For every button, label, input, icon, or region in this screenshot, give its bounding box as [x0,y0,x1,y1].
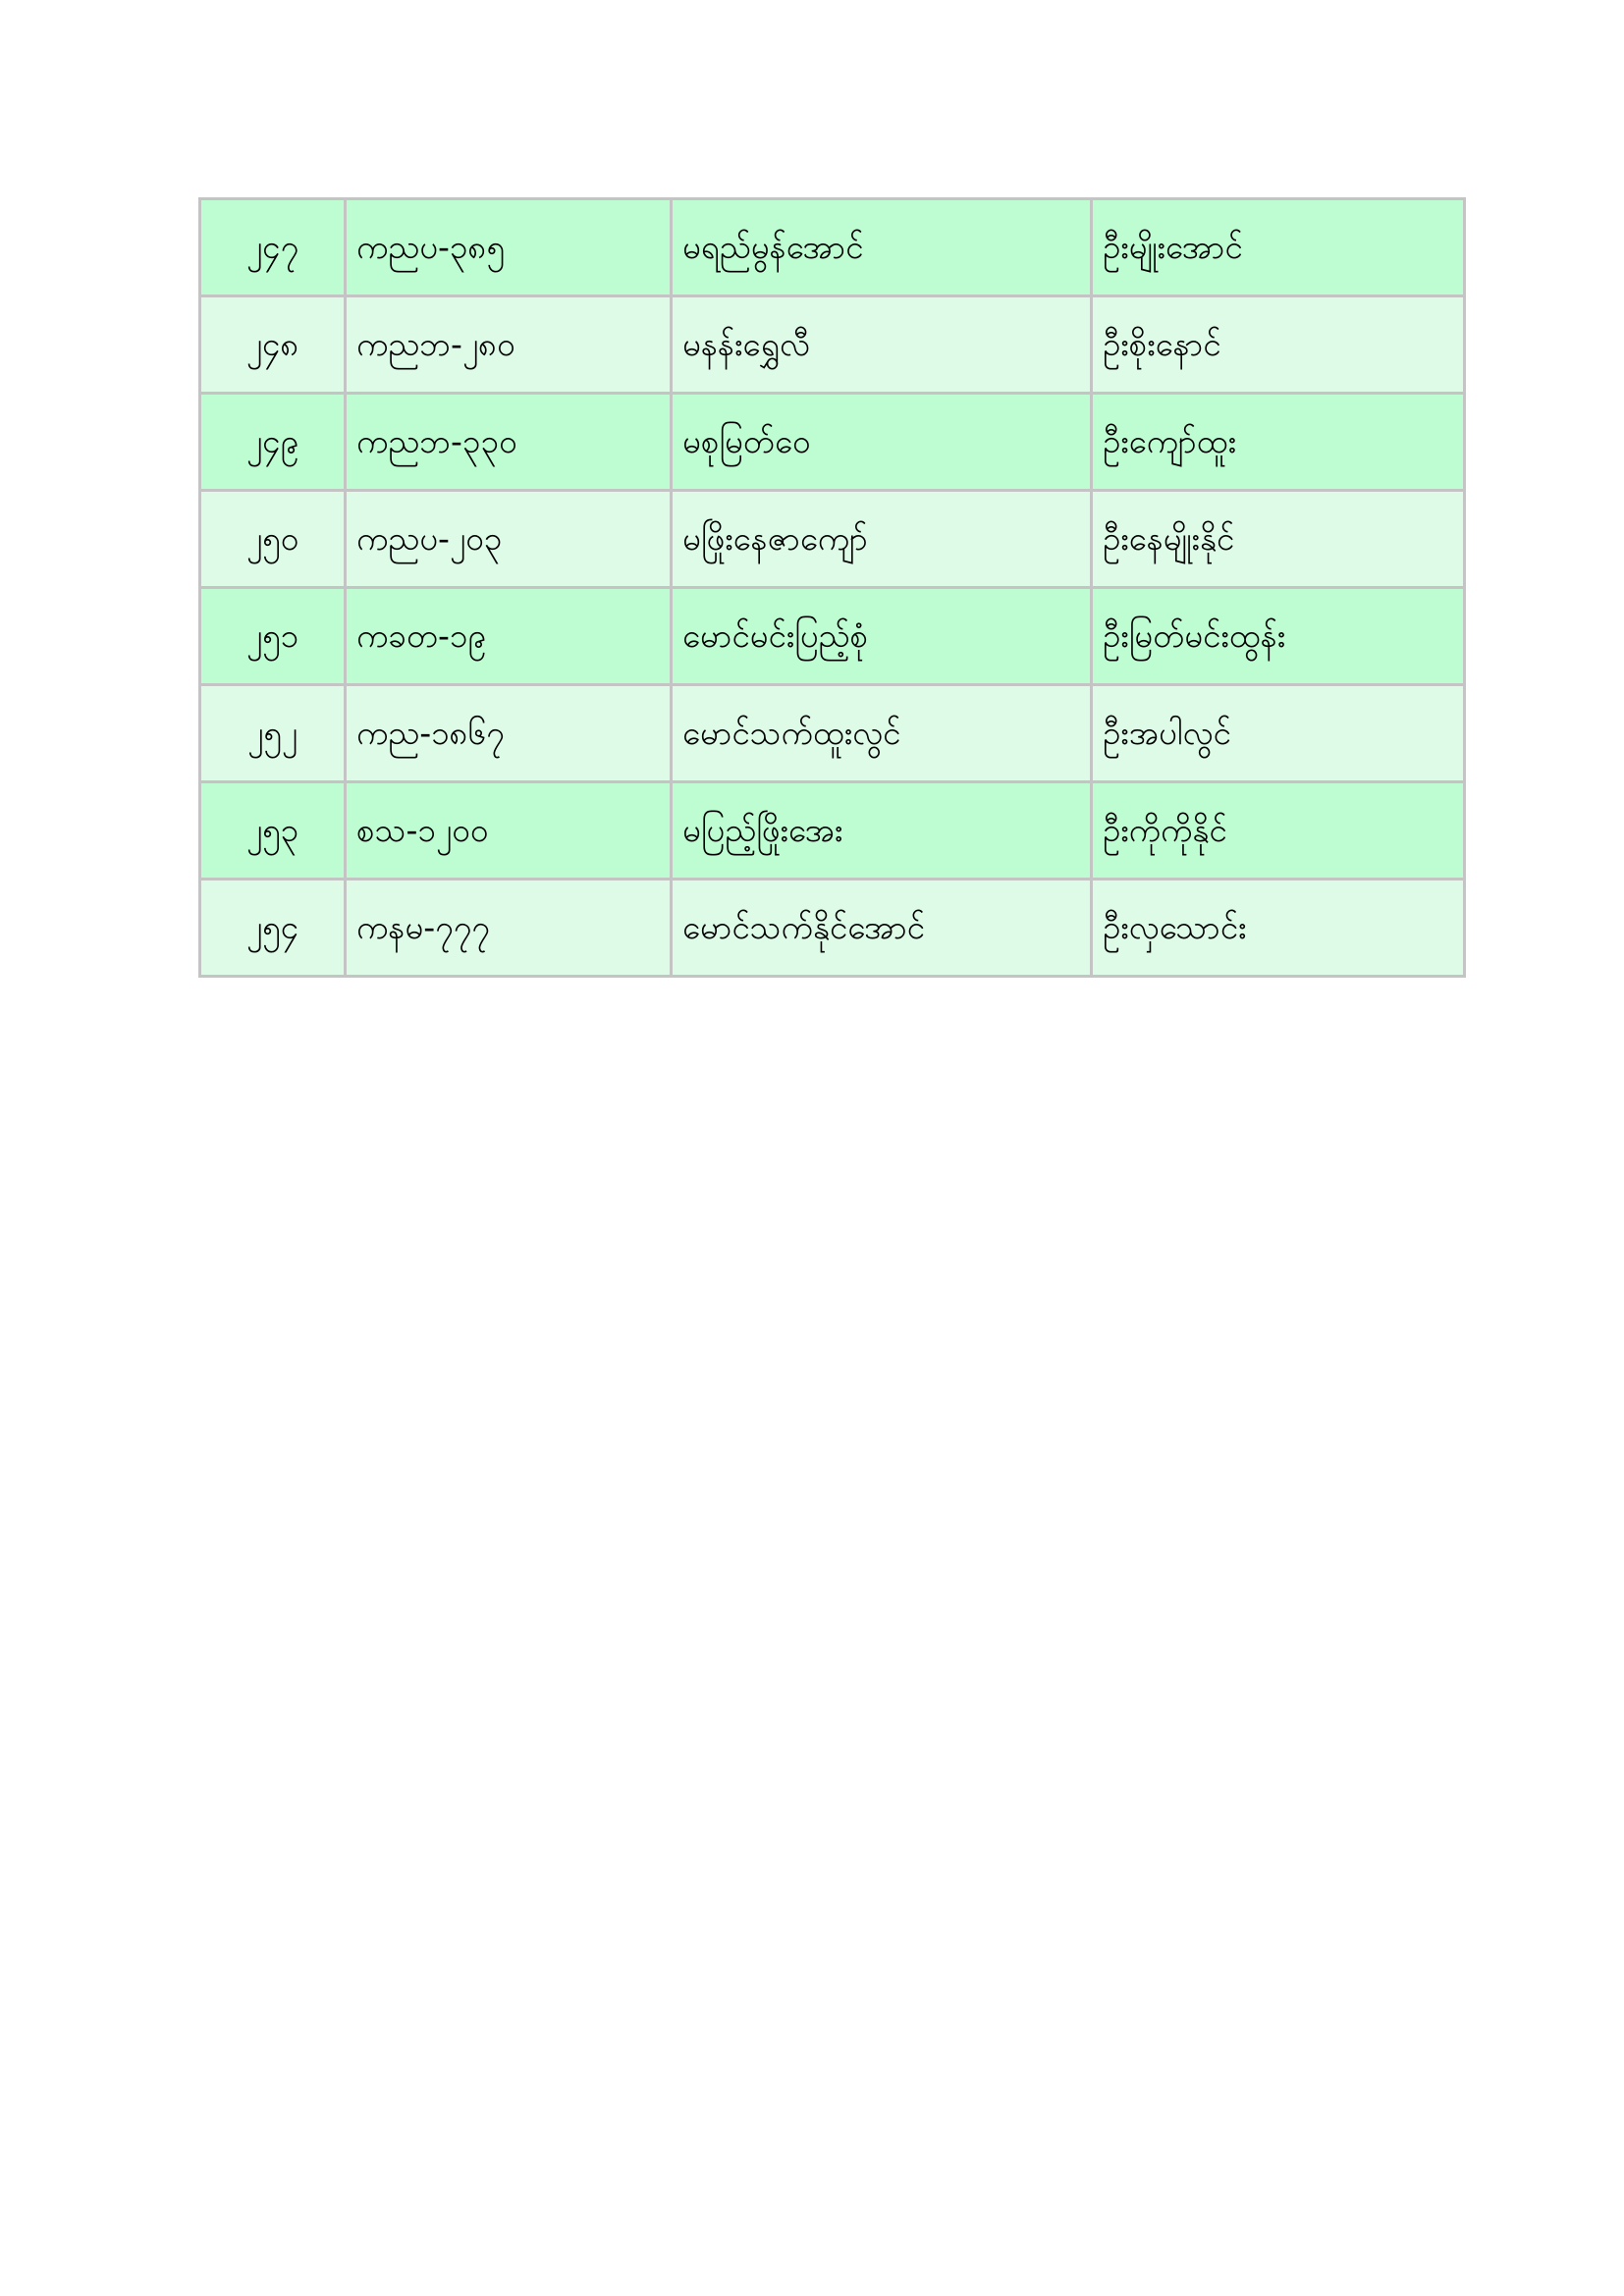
table-row [200,588,1465,685]
cell-name: မပြည့်ဖြိုးအေး [672,782,1092,880]
cell-father-name: ဦးလှသောင်း [1092,880,1465,977]
cell-name: မရည်မွန်အောင် [672,199,1092,296]
cell-code: ကညဘ-၃၃၀ [346,394,672,491]
cell-name: မစုမြတ်ဝေ [672,394,1092,491]
table-row [200,199,1465,296]
cell-number: ၂၄၉ [200,394,346,491]
cell-code: ကည-၁၈၆၇ [346,685,672,782]
cell-name: မောင်မင်းပြည့်စုံ [672,588,1092,685]
cell-code: စသ-၁၂၀၀ [346,782,672,880]
cell-father-name: ဦးနေမျိုးနိုင် [1092,491,1465,588]
results-table [198,197,1466,978]
cell-father-name: ဦးစိုးနောင် [1092,296,1465,394]
cell-number: ၂၄၈ [200,296,346,394]
table-row [200,685,1465,782]
cell-father-name: ဦးမျိုးအောင် [1092,199,1465,296]
cell-number: ၂၅၄ [200,880,346,977]
cell-name: မောင်သက်ထူးလွင် [672,685,1092,782]
cell-father-name: ဦးကျော်ထူး [1092,394,1465,491]
cell-code: ကခတ-၁၉ [346,588,672,685]
table-row [200,394,1465,491]
cell-code: ကညပ-၂၀၃ [346,491,672,588]
cell-number: ၂၅၀ [200,491,346,588]
cell-code: ကနမ-၇၇၇ [346,880,672,977]
cell-code: ကညပ-၃၈၅ [346,199,672,296]
cell-name: မောင်သက်နိုင်အောင် [672,880,1092,977]
table-row [200,880,1465,977]
table-row [200,491,1465,588]
cell-father-name: ဦးကိုကိုနိုင် [1092,782,1465,880]
cell-name: မဖြိုးနေဇာကျော် [672,491,1092,588]
table-row [200,296,1465,394]
cell-number: ၂၅၃ [200,782,346,880]
cell-number: ၂၅၁ [200,588,346,685]
cell-code: ကညဘ-၂၈၀ [346,296,672,394]
cell-name: မနန်းရွှေလီ [672,296,1092,394]
cell-father-name: ဦးအပါလွင် [1092,685,1465,782]
cell-number: ၂၅၂ [200,685,346,782]
cell-number: ၂၄၇ [200,199,346,296]
cell-father-name: ဦးမြတ်မင်းထွန်း [1092,588,1465,685]
table-row [200,782,1465,880]
